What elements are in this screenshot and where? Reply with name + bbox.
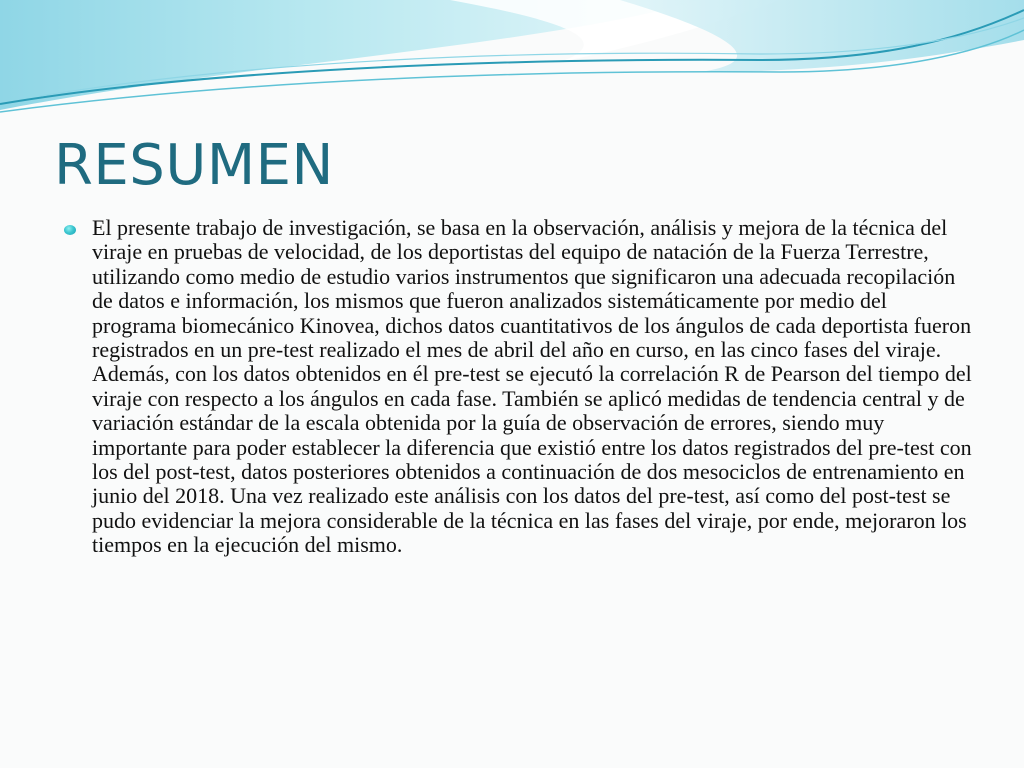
- slide-content: [60, 216, 976, 558]
- slide-title: RESUMEN: [54, 133, 334, 198]
- summary-paragraph: El presente trabajo de investigación, se basa en la observación, análisis y mejora de la técnica del viraje en pruebas de velocidad, de los deportistas del equipo de natación de la Fuerza Terrestre, utilizando como medio de estudio varios instrumentos que significaron una adecuada recopilación de datos e información, los mismos que fueron analizados sistemáticamente por medio del programa biomecánico Kinovea, dichos datos cuantitativos de los ángulos de cada deportista fueron registrados en un pre-test realizado el mes de abril del año en curso, en las cinco fases del viraje. Además, con los datos obtenidos en él pre-test se ejecutó la correlación R de Pearson del tiempo del viraje con respecto a los ángulos en cada fase. También se aplicó medidas de tendencia central y de variación estándar de la escala obtenida por la guía de observación de errores, siendo muy importante para poder establecer la diferencia que existió entre los datos registrados del pre-test con los del post-test, datos posteriores obtenidos a continuación de dos mesociclos de entrenamiento en junio del 2018. Una vez realizado este análisis con los datos del pre-test, así como del post-test se pudo evidenciar la mejora considerable de la técnica en las fases del viraje, por ende, mejoraron los tiempos en la ejecución del mismo.: [92, 215, 972, 558]
- bullet-icon: [64, 225, 76, 235]
- wave-header-decoration: [0, 0, 1024, 130]
- bullet-item: [60, 216, 976, 558]
